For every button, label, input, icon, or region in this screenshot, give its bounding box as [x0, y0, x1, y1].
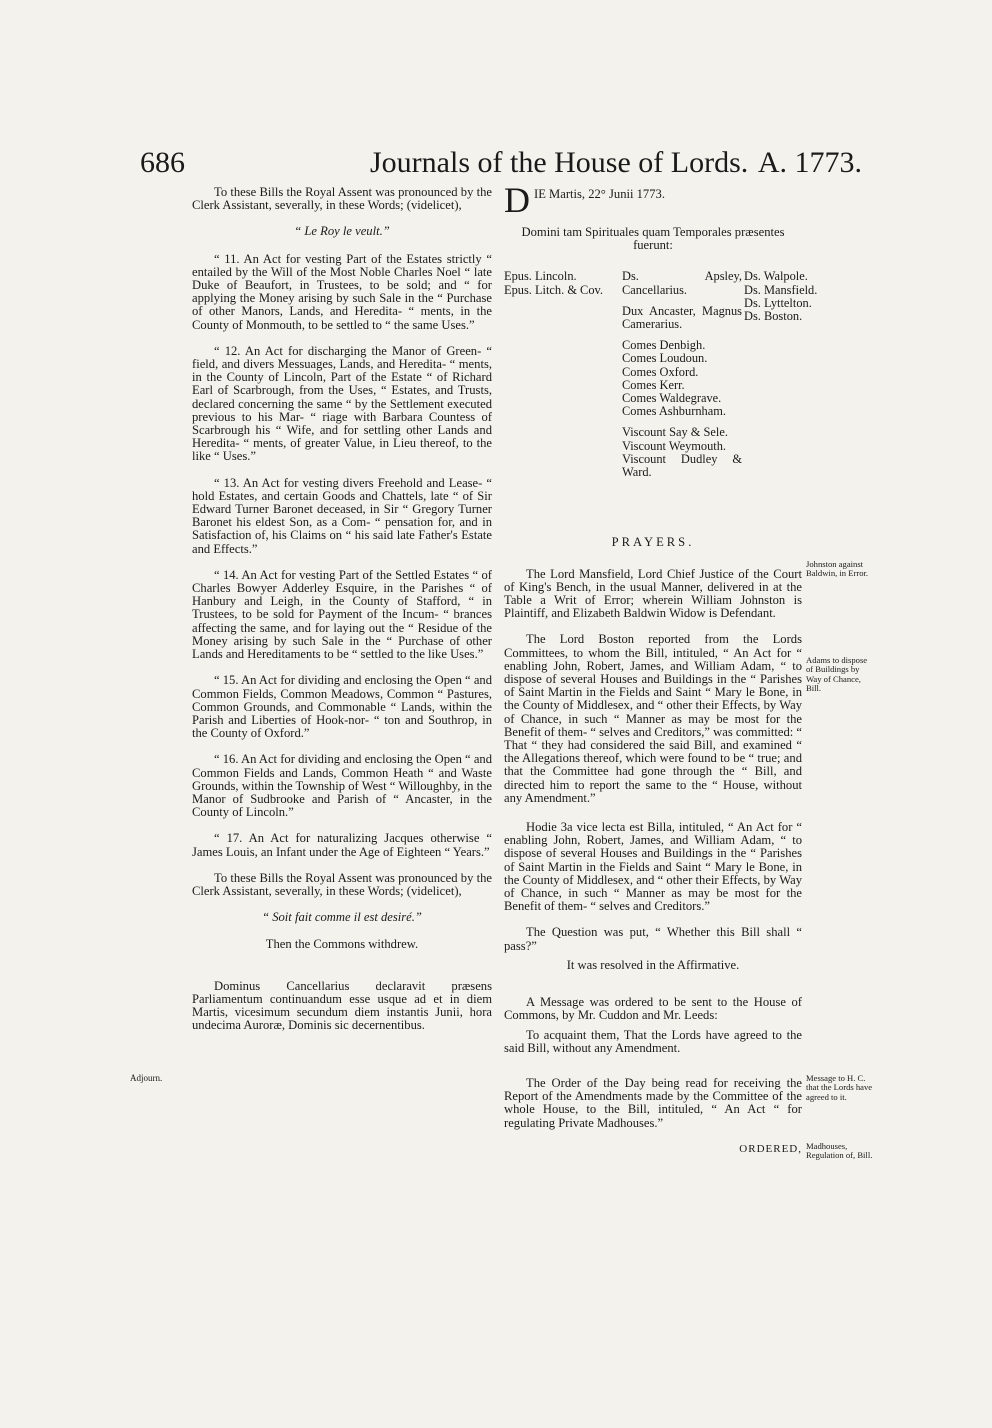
act-17: “ 17. An Act for naturalizing Jacques otherwise “ James Louis, an Infant under the Age of Eighteen “ Years.” — [192, 831, 492, 859]
act-12: “ 12. An Act for discharging the Manor of Green- “ field, and divers Messuages, Lands, and Heredita- “ ments, in the County of Lincoln, Part of the Estate “ of Richard Earl of Scarbrough, from the Uses, “ Estates, and Trusts, declared concerning the same “ by the Settlement executed previous to his Mar- “ riage with Barbara Countess of Scarbrough his “ Wife, and for settling other Lands and Heredita- “ ments, of greater Value, in Lieu thereof, to the like “ Uses.” — [192, 343, 492, 464]
margin-note-message: Message to H. C. that the Lords have agreed to it. — [806, 1073, 873, 1102]
catchword: ORDERED, — [739, 1142, 802, 1155]
adjournment: Dominus Cancellarius declaravit præsens Parliamentum continuandum esse usque ad et in diem Martis, vicesimum secundum diem instantis Junii, hora undecima Auroræ, Dominis sic decernentibus. — [192, 978, 492, 1033]
act-14: “ 14. An Act for vesting Part of the Settled Estates “ of Charles Bowyer Adderley Esquire, in the Parishes “ of Hanbury and Leigh, in the County of Stafford, “ in Trustees, to be sold for Payment of the Incum- “ brances affecting the same, and for laying out the “ Residue of the Money arising by such Sale in the “ Purchase of other Lands and Hereditaments to be “ settled to the like Uses.” — [192, 567, 492, 662]
right-column — [504, 180, 818, 1156]
margin-note-adams: Adams to dispose of Buildings by Way of Chance, Bill. — [806, 655, 868, 694]
lord-entry: Comes Ashburnham. — [622, 404, 726, 419]
margin-note-johnston: Johnston against Baldwin, in Error. — [806, 559, 869, 579]
lord-entry: Ds. Walpole. — [744, 269, 808, 284]
royal-assent-2: “ Soit fait comme il est desiré.” — [262, 910, 422, 925]
question-put: The Question was put, “ Whether this Bill shall “ pass?” — [504, 925, 802, 953]
page-title: Journals of the House of Lords. — [370, 146, 749, 179]
page-year: A. 1773. — [757, 146, 862, 179]
lord-entry: Viscount Say & Sele. — [622, 425, 728, 440]
lord-entry: Comes Kerr. — [622, 377, 685, 392]
page-number: 686 — [140, 146, 185, 179]
lord-entry: Epus. Lincoln. — [504, 269, 577, 284]
left-column — [192, 186, 492, 1045]
third-reading: Hodie 3a vice lecta est Billa, intituled, “ An Act for “ enabling John, Robert, James, and William Adam, “ to dispose of several Houses and Buildings in the “ Parishes of Saint Martin in the Fields and Saint “ Mary le Bone, in the County of Middlesex, and “ other their Effects, by Way of Chance, in such “ Manner as may be most for the Benefit of them- “ selves and Creditors.” — [504, 820, 802, 914]
lord-entry: Dux Ancaster, Magnus Camerarius. — [622, 303, 742, 332]
lord-entry: Comes Denbigh. — [622, 338, 706, 353]
message-ordered: A Message was ordered to be sent to the House of Commons, by Mr. Cuddon and Mr. Leeds: — [504, 995, 802, 1023]
lords-present-heading: Domini tam Spirituales quam Temporales præsentes fuerunt: — [521, 225, 785, 253]
lords-present-list — [504, 269, 818, 510]
act-11: “ 11. An Act for vesting Part of the Estates strictly “ entailed by the Will of the Most Noble Charles Noel “ late Duke of Beaufort, in Trustees, to be sold; and “ for applying the Money arising by such Sale in the “ Purchase of other Manors, Lands, and Heredita- “ ments, in the County of Monmouth, to be settled to “ the same Uses.” — [192, 251, 492, 332]
assent-intro-2: To these Bills the Royal Assent was pronounced by the Clerk Assistant, severally, in these Words; (videlicet), — [192, 870, 492, 898]
committee-report: The Lord Boston reported from the Lords Committees, to whom the Bill, intituled, “ An Act for “ enabling John, Robert, James, and William Adam, “ to dispose of several Houses and Buildings in the “ Parishes of Saint Martin in the Fields and Saint “ Mary le Bone, in the County of Middlesex, and “ other their Effects, by Way of Chance, in such “ Manner as may be most for the Benefit of them- “ selves and Creditors,” was committed: “ That “ they had considered the said Bill, and examined “ the Allegations thereof, which were found to be “ true; and that the Committee had gone through the “ Bill, and directed him to report the same to the “ House, without any Amendment.” — [504, 632, 802, 805]
acquaint-commons: To acquaint them, That the Lords have agreed to the said Bill, without any Amendment. — [504, 1027, 802, 1055]
lords-list-peers — [622, 270, 742, 479]
drop-cap: D — [504, 180, 530, 220]
lord-entry: Ds. Mansfield. — [744, 282, 818, 297]
royal-assent-1: “ Le Roy le veult.” — [294, 224, 390, 239]
commons-withdrew: Then the Commons withdrew. — [265, 937, 419, 952]
lords-list-bishops — [504, 270, 604, 296]
lord-entry: Comes Oxford. — [622, 364, 699, 379]
resolved-affirmative: It was resolved in the Affirmative. — [566, 957, 740, 972]
lords-list-barons — [744, 270, 824, 323]
lord-entry: Viscount Dudley & Ward. — [622, 451, 742, 480]
lord-entry: Viscount Weymouth. — [622, 438, 727, 453]
lord-entry: Ds. Lyttelton. — [744, 295, 812, 310]
lord-entry: Comes Waldegrave. — [622, 391, 722, 406]
date-line — [504, 180, 802, 220]
lord-entry: Epus. Litch. & Cov. — [504, 282, 604, 297]
lord-entry: Ds. Apsley, Cancellarius. — [622, 269, 742, 297]
margin-note-madhouses: Madhouses, Regulation of, Bill. — [806, 1141, 873, 1161]
writ-of-error: The Lord Mansfield, Lord Chief Justice of the Court of King's Bench, in the usual Manner, delivered in at the Table a Writ of Error; wherein William Johnston is Plaintiff, and Elizabeth Baldwin Widow is Defendant. — [504, 566, 802, 621]
lord-entry: Ds. Boston. — [744, 309, 803, 324]
prayers-heading: PRAYERS. — [611, 535, 695, 550]
lord-entry: Comes Loudoun. — [622, 351, 708, 366]
margin-note-adjourn: Adjourn. — [130, 1073, 163, 1083]
act-13: “ 13. An Act for vesting divers Freehold and Lease- “ hold Estates, and certain Goods and Chattels, late “ of Sir Edward Turner Baronet deceased, in Sir “ Gregory Turner Baronet his eldest Son, as a Com- “ pensation for, and in Satisfaction of, his Claims on “ his said late Father's Estate and Effects.” — [192, 475, 492, 556]
assent-intro-1: To these Bills the Royal Assent was pronounced by the Clerk Assistant, severally, in these Words; (videlicet), — [192, 185, 492, 213]
act-16: “ 16. An Act for dividing and enclosing the Open “ and Common Fields and Lands, Common Heath “ and Waste Grounds, within the Township of West “ Willoughby, in the Manor of Sudbrooke and Parish of “ Ancaster, in the County of Lincoln.” — [192, 752, 492, 820]
page-header — [140, 146, 862, 186]
act-15: “ 15. An Act for dividing and enclosing the Open “ and Common Fields, Common Meadows, Common “ Pastures, Common Grounds, and Commonable “ Lands, within the Parish and Liberties of Hook-nor- “ ton and Southrop, in the County of Oxford.” — [192, 673, 492, 741]
order-of-day: The Order of the Day being read for receiving the Report of the Amendments made by the Committee of the whole House, to the Bill, intituled, “ An Act “ for regulating Private Madhouses.” — [504, 1075, 802, 1130]
session-date: IE Martis, 22° Junii 1773. — [534, 187, 665, 201]
